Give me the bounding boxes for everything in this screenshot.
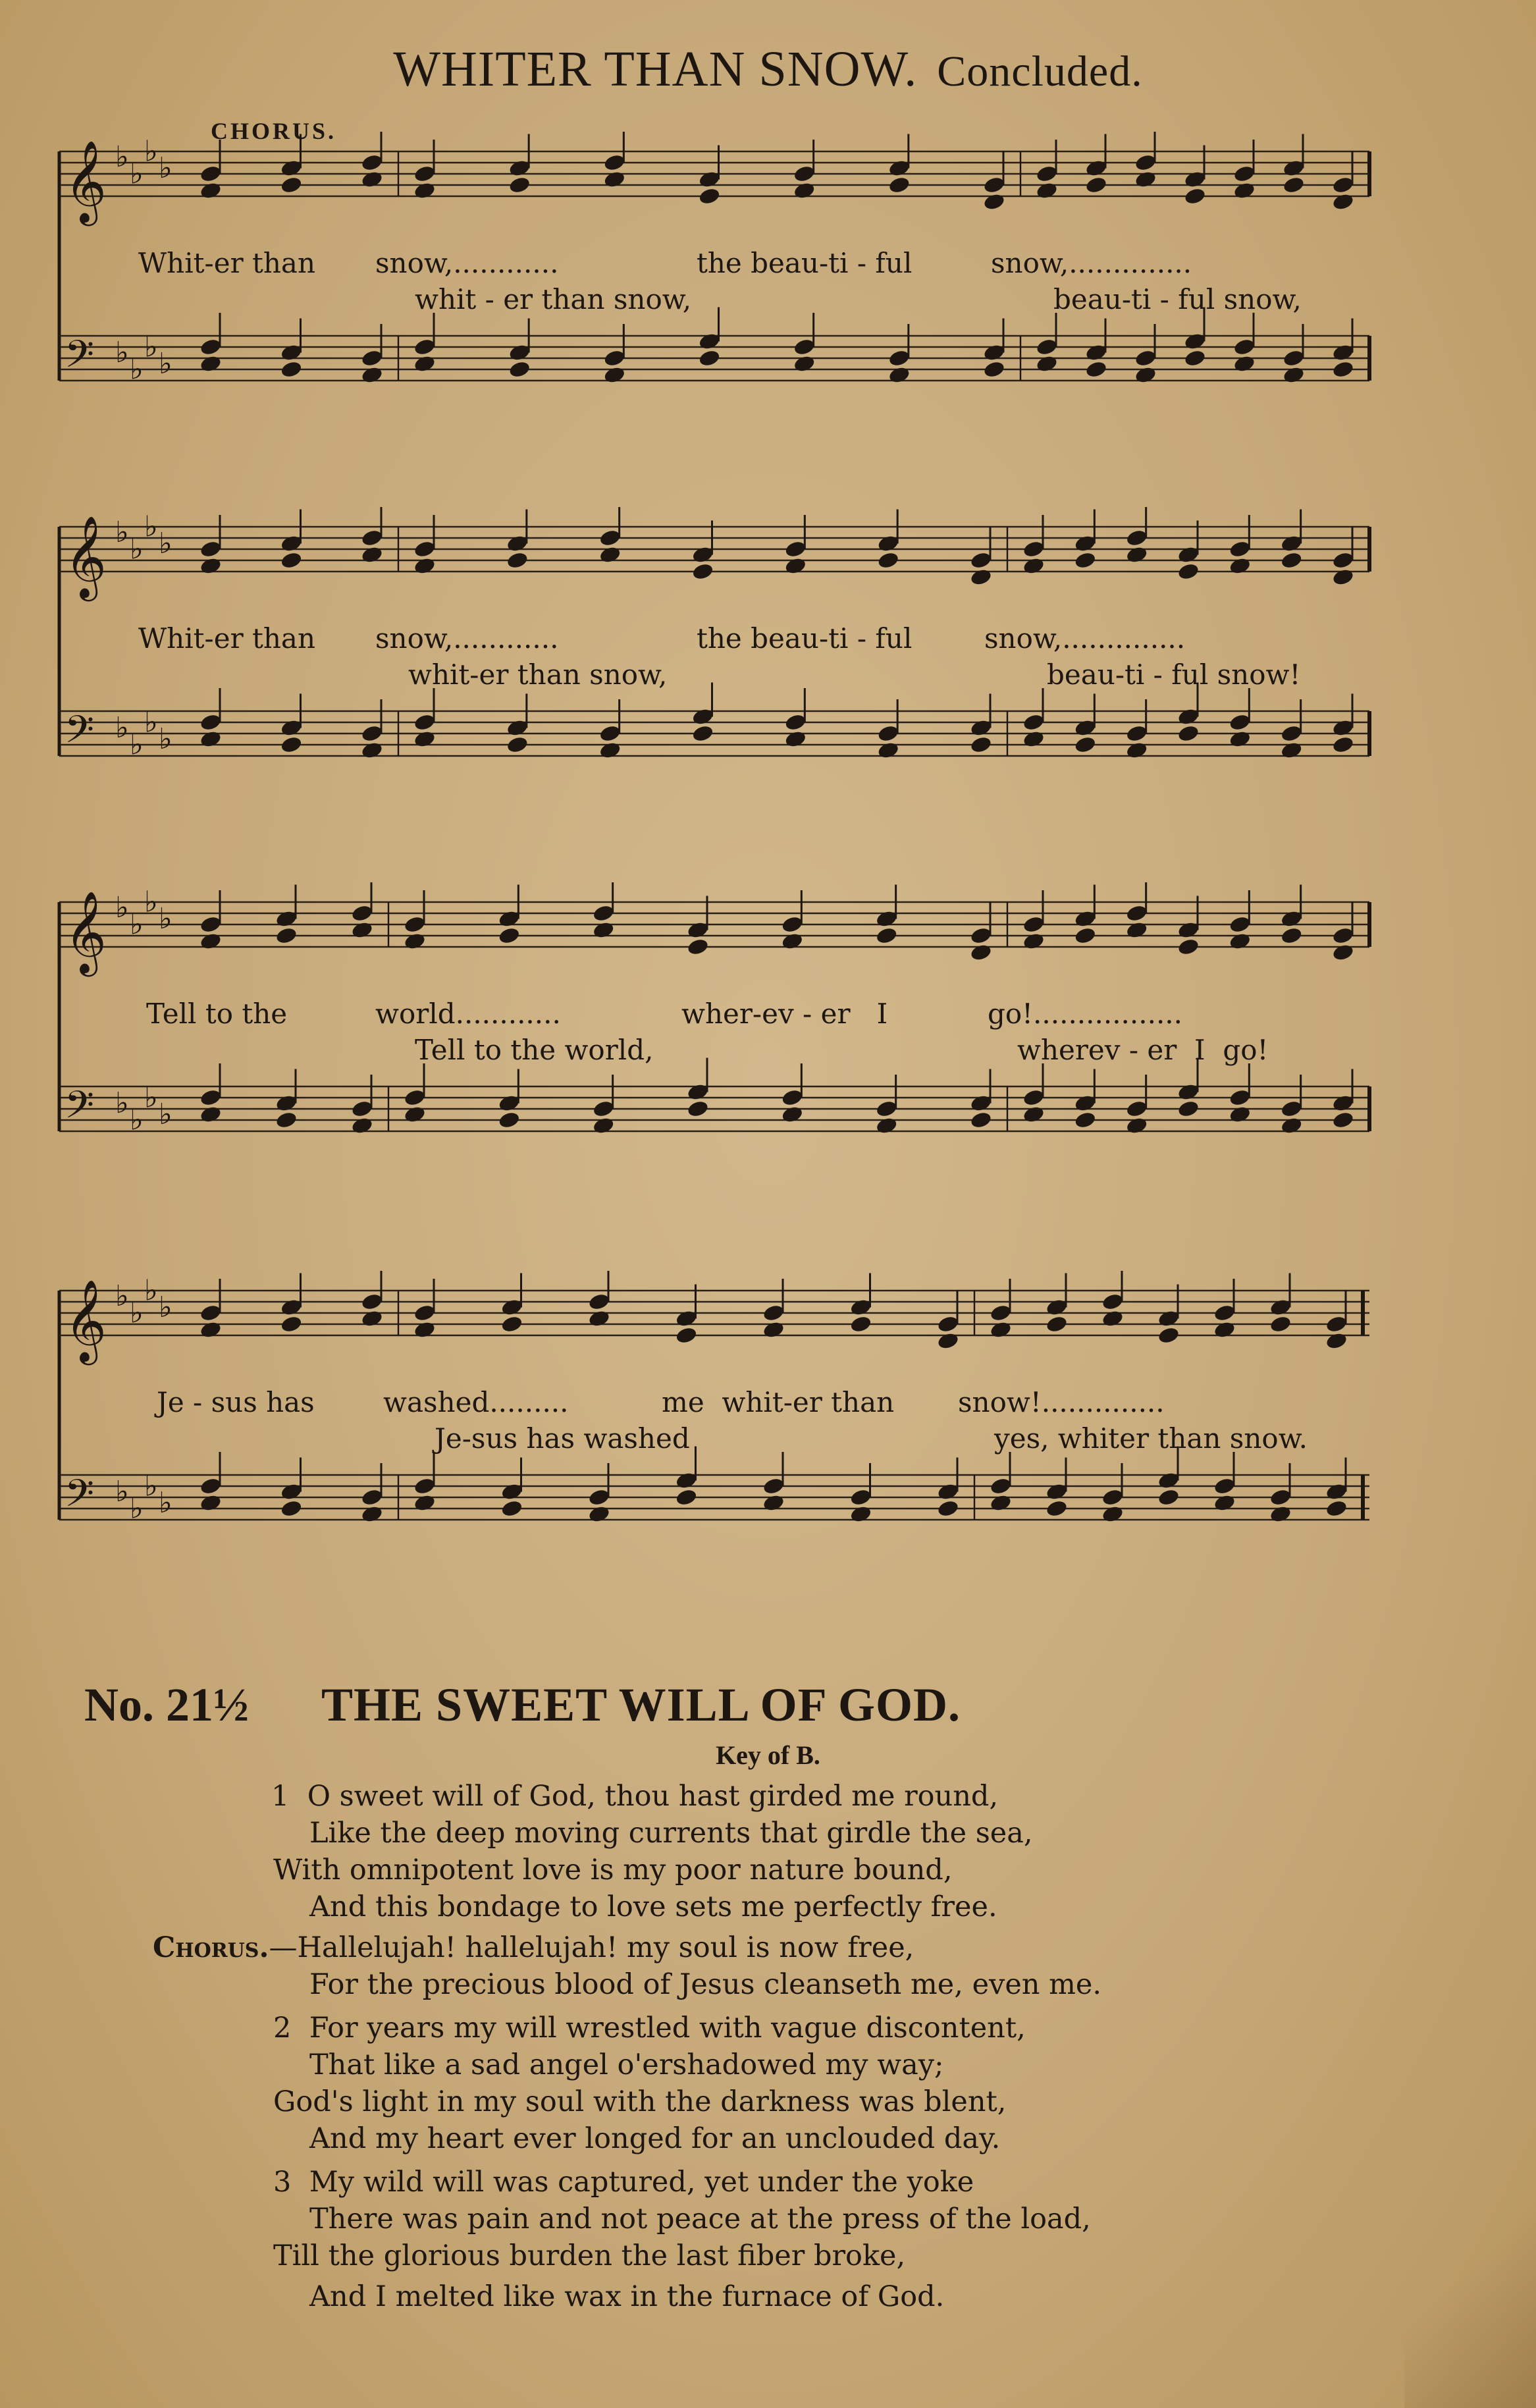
note (350, 882, 373, 940)
chorus-line (153, 1929, 914, 1966)
note (936, 1458, 959, 1518)
note (686, 1058, 709, 1119)
lower-lyric-2: beau-ti - ful snow, (1053, 283, 1302, 315)
note (498, 885, 521, 946)
note (280, 134, 303, 195)
lower-lyric-2: yes, whiter than snow. (994, 1422, 1308, 1455)
flat-sign: ♭ (130, 907, 144, 942)
note (587, 1271, 610, 1328)
note (1074, 510, 1097, 570)
note (1331, 319, 1354, 379)
note (280, 694, 303, 755)
note (1125, 1075, 1148, 1135)
flat-sign: ♭ (115, 711, 129, 745)
note (598, 699, 622, 760)
note (1084, 319, 1107, 379)
upper-lyric-4: snow,.............. (984, 622, 1186, 655)
music-system-4 (40, 1271, 1383, 1653)
note (1280, 1075, 1303, 1135)
flat-sign: ♭ (130, 157, 144, 191)
verse-line: God's light in my soul with the darkness was blent, (273, 2085, 1007, 2118)
flat-sign: ♭ (130, 1296, 144, 1330)
note (989, 1452, 1012, 1512)
flat-sign: ♭ (144, 705, 158, 739)
staff-notation (40, 507, 1383, 876)
note (849, 1273, 872, 1334)
note (762, 1452, 785, 1512)
flat-sign: ♭ (115, 1279, 129, 1313)
flat-sign: ♭ (144, 1081, 158, 1115)
note (1045, 1458, 1068, 1518)
note (500, 1458, 523, 1518)
note (592, 882, 615, 940)
note (403, 890, 426, 951)
note (199, 1452, 222, 1512)
staff-notation (40, 882, 1383, 1264)
note (691, 521, 714, 581)
note (199, 140, 222, 200)
hymn-heading (84, 1678, 961, 1732)
verse-line: There was pain and not peace at the press of the load, (309, 2203, 1091, 2235)
upper-lyric-2: snow,............ (375, 622, 559, 655)
note (280, 510, 303, 570)
note (360, 699, 383, 760)
note (698, 308, 721, 368)
hymn-title: THE SWEET WILL OF GOD. (321, 1678, 961, 1731)
page-corner-stain (1404, 2197, 1536, 2408)
note (1157, 1285, 1180, 1345)
note (1022, 515, 1045, 575)
note (280, 1273, 303, 1334)
note (877, 699, 900, 760)
note (875, 885, 898, 946)
lower-lyric-2: beau-ti - ful snow! (1047, 658, 1301, 691)
note (413, 313, 436, 373)
note (936, 1290, 959, 1351)
lower-lyric-1: Tell to the world, (415, 1034, 654, 1066)
verse-line: 1 O sweet will of God, thou hast girded me round, (271, 1780, 999, 1813)
note (199, 313, 222, 373)
note (280, 319, 303, 379)
note (598, 507, 622, 564)
note (686, 896, 709, 957)
note (887, 134, 911, 195)
chorus-label: Chorus. (153, 1931, 269, 1964)
flat-sign: ♭ (159, 1291, 172, 1324)
upper-lyric-1: Tell to the (146, 998, 288, 1030)
note (1280, 699, 1303, 760)
note (275, 1069, 298, 1130)
verse-line: Like the deep moving currents that girdle the sea, (309, 1817, 1033, 1850)
note (1269, 1273, 1292, 1334)
flat-sign: ♭ (144, 134, 158, 169)
note (969, 526, 992, 587)
flat-sign: ♭ (159, 1486, 172, 1520)
upper-lyric-4: go!................. (988, 998, 1183, 1030)
note (1331, 526, 1354, 587)
note (781, 890, 804, 951)
upper-lyric-4: snow,.............. (991, 247, 1192, 279)
flat-sign: ♭ (115, 516, 129, 549)
note (691, 683, 714, 743)
note (969, 1069, 992, 1130)
note (781, 1063, 804, 1124)
upper-lyric-3: me whit-er than (662, 1386, 895, 1418)
note (1074, 694, 1097, 755)
verse-line: 3 My wild will was captured, yet under the yoke (273, 2166, 974, 2199)
note (199, 688, 222, 749)
flat-sign: ♭ (144, 885, 158, 919)
verse-line: That like a sad angel o'ershadowed my way; (309, 2048, 944, 2081)
note (1280, 510, 1303, 570)
note (1229, 688, 1252, 749)
staff-notation (40, 1271, 1383, 1653)
note (793, 140, 816, 200)
bass-clef: 𝄢 (65, 707, 95, 761)
note (587, 1463, 610, 1524)
verse-line: And I melted like wax in the furnace of God. (309, 2280, 945, 2313)
key-signature-note: Key of B. (716, 1740, 820, 1770)
note (1101, 1271, 1124, 1328)
note (1125, 882, 1148, 940)
flat-sign: ♭ (144, 510, 158, 544)
note (1125, 699, 1148, 760)
chorus-text: —Hallelujah! hallelujah! my soul is now free, (269, 1931, 914, 1964)
bass-clef: 𝄢 (65, 1471, 95, 1525)
note (1084, 134, 1107, 195)
note (1232, 140, 1256, 200)
verse-line: With omnipotent love is my poor nature bound, (273, 1854, 953, 1886)
upper-lyric-1: Whit-er than (138, 622, 316, 655)
note (508, 134, 531, 195)
flat-sign: ♭ (130, 532, 144, 566)
flat-sign: ♭ (130, 352, 144, 387)
flat-sign: ♭ (130, 728, 144, 762)
flat-sign: ♭ (130, 1491, 144, 1526)
note (603, 132, 626, 189)
note (1282, 324, 1305, 385)
flat-sign: ♭ (130, 1103, 144, 1137)
note (413, 140, 436, 200)
flat-sign: ♭ (159, 1098, 172, 1131)
note (413, 688, 436, 749)
note (1331, 901, 1354, 962)
note (1280, 885, 1303, 946)
lower-lyric-1: Je-sus has washed (435, 1422, 690, 1455)
note (877, 510, 900, 570)
note (506, 510, 529, 570)
flat-sign: ♭ (159, 151, 172, 185)
verse-line: 2 For years my will wrestled with vague discontent, (273, 2012, 1026, 2045)
note (969, 901, 992, 962)
note (1325, 1290, 1348, 1351)
page-title (0, 41, 1536, 98)
note (199, 890, 222, 951)
upper-lyric-3: wher-ev - er I (681, 998, 888, 1030)
upper-lyric-1: Whit-er than (138, 247, 316, 279)
treble-clef: 𝄞 (65, 516, 107, 598)
note (199, 1063, 222, 1124)
note (1177, 1058, 1200, 1119)
upper-lyric-4: snow!.............. (958, 1386, 1165, 1418)
note (592, 1075, 615, 1135)
note (506, 694, 529, 755)
note (875, 1075, 898, 1135)
lower-lyric-1: whit-er than snow, (408, 658, 668, 691)
note (413, 1452, 436, 1512)
note (603, 324, 626, 385)
note (1022, 890, 1045, 951)
note (989, 1279, 1012, 1339)
note (275, 885, 298, 946)
note (1125, 507, 1148, 564)
note (360, 132, 383, 189)
note (360, 1271, 383, 1328)
note (1282, 134, 1305, 195)
lower-lyric-1: whit - er than snow, (415, 283, 692, 315)
note (1045, 1273, 1068, 1334)
note (1101, 1463, 1124, 1524)
flat-sign: ♭ (115, 1086, 129, 1120)
note (498, 1069, 521, 1130)
note (1325, 1458, 1348, 1518)
note (280, 1458, 303, 1518)
note (1022, 1063, 1045, 1124)
note (350, 1075, 373, 1135)
note (1177, 683, 1200, 743)
upper-lyric-2: washed......... (383, 1386, 569, 1418)
note (675, 1447, 698, 1507)
note (1074, 1069, 1097, 1130)
note (1074, 885, 1097, 946)
flat-sign: ♭ (144, 1273, 158, 1308)
note (360, 1463, 383, 1524)
note (762, 1279, 785, 1339)
note (1134, 324, 1157, 385)
upper-lyric-1: Je - sus has (157, 1386, 315, 1418)
note (1134, 132, 1157, 189)
flat-sign: ♭ (115, 891, 129, 924)
note (1331, 694, 1354, 755)
upper-lyric-3: the beau-ti - ful (697, 622, 913, 655)
treble-clef: 𝄞 (65, 140, 107, 223)
upper-lyric-2: snow,............ (375, 247, 559, 279)
note (887, 324, 911, 385)
verse-line: And this bondage to love sets me perfectly free. (309, 1890, 997, 1923)
note (1035, 313, 1058, 373)
note (1022, 688, 1045, 749)
flat-sign: ♭ (115, 140, 129, 174)
note (508, 319, 531, 379)
note (793, 313, 816, 373)
flat-sign: ♭ (159, 527, 172, 560)
music-system-1 (40, 132, 1383, 500)
verse-line: Till the glorious burden the last fiber broke, (273, 2239, 906, 2272)
note (1035, 140, 1058, 200)
note (784, 515, 807, 575)
flat-sign: ♭ (159, 347, 172, 381)
music-system-2 (40, 507, 1383, 876)
note (360, 324, 383, 385)
note (1157, 1447, 1180, 1507)
song-title: WHITER THAN SNOW. (393, 41, 918, 97)
note (1232, 313, 1256, 373)
title-suffix: Concluded. (937, 47, 1143, 95)
note (1213, 1452, 1236, 1512)
note (1229, 1063, 1252, 1124)
treble-clef: 𝄞 (65, 1279, 107, 1362)
note (1331, 1069, 1354, 1130)
verse-line: For the precious blood of Jesus cleanseth me, even me. (309, 1968, 1102, 2001)
note (1183, 146, 1206, 206)
note (360, 507, 383, 564)
bass-clef: 𝄢 (65, 332, 95, 386)
note (982, 319, 1005, 379)
bass-clef: 𝄢 (65, 1083, 95, 1137)
flat-sign: ♭ (144, 330, 158, 364)
note (849, 1463, 872, 1524)
verse-line: And my heart ever longed for an unclouded day. (309, 2122, 1001, 2155)
staff-notation (40, 132, 1383, 500)
note (1183, 308, 1206, 368)
note (199, 1279, 222, 1339)
note (413, 515, 436, 575)
note (698, 146, 721, 206)
note (500, 1273, 523, 1334)
flat-sign: ♭ (115, 1475, 129, 1509)
upper-lyric-2: world............ (375, 998, 561, 1030)
note (1331, 151, 1354, 211)
flat-sign: ♭ (144, 1469, 158, 1503)
upper-lyric-3: the beau-ti - ful (697, 247, 913, 279)
note (1213, 1279, 1236, 1339)
lower-lyric-2: wherev - er I go! (1017, 1034, 1269, 1066)
note (1229, 890, 1252, 951)
flat-sign: ♭ (159, 722, 172, 756)
note (199, 515, 222, 575)
note (1269, 1463, 1292, 1524)
treble-clef: 𝄞 (65, 891, 107, 973)
note (784, 688, 807, 749)
note (1229, 515, 1252, 575)
music-system-3 (40, 882, 1383, 1264)
flat-sign: ♭ (115, 336, 129, 369)
chorus-tag: CHORUS. (211, 118, 337, 144)
note (675, 1285, 698, 1345)
hymn-number: No. 21½ (84, 1678, 249, 1731)
note (1177, 896, 1200, 957)
note (982, 151, 1005, 211)
note (403, 1063, 426, 1124)
note (969, 694, 992, 755)
flat-sign: ♭ (159, 902, 172, 936)
note (1177, 521, 1200, 581)
note (413, 1279, 436, 1339)
